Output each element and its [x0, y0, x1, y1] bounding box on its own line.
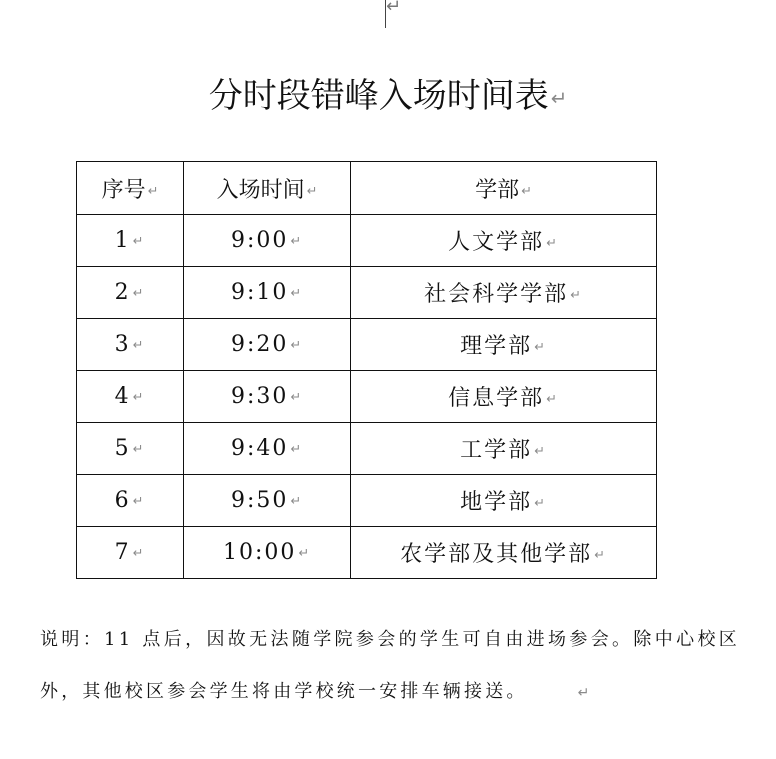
- table-header-row: [77, 162, 657, 215]
- paragraph-mark-icon: ↵: [132, 390, 146, 406]
- cell-department: 人文学部 ↵: [351, 215, 657, 267]
- cell-time: 9:50 ↵: [184, 475, 351, 527]
- cell-time: 9:20 ↵: [184, 319, 351, 371]
- paragraph-mark-icon: ↵: [132, 338, 146, 354]
- cell-department: 地学部 ↵: [351, 475, 657, 527]
- paragraph-mark-icon: ↵: [570, 288, 583, 304]
- header-department: 学部 ↵: [351, 162, 657, 215]
- paragraph-mark-icon: ↵: [290, 338, 304, 354]
- cell-department: 信息学部 ↵: [351, 371, 657, 423]
- paragraph-mark-icon: ↵: [290, 234, 304, 250]
- table-row: [77, 267, 657, 319]
- paragraph-mark-icon: ↵: [132, 546, 146, 562]
- paragraph-mark-icon: ↵: [132, 286, 146, 302]
- table-row: [77, 371, 657, 423]
- paragraph-mark-icon: ↵: [546, 236, 559, 252]
- paragraph-mark-icon: ↵: [546, 392, 559, 408]
- paragraph-mark-icon: ↵: [306, 183, 318, 199]
- paragraph-mark-icon: ↵: [132, 494, 146, 510]
- cell-index: 5 ↵: [77, 423, 184, 475]
- paragraph-mark-icon: ↵: [132, 442, 146, 458]
- table-row: [77, 319, 657, 371]
- cell-index: 1 ↵: [77, 215, 184, 267]
- cell-index: 7 ↵: [77, 527, 184, 579]
- paragraph-mark-icon: ↵: [534, 340, 547, 356]
- header-index: 序号 ↵: [77, 162, 184, 215]
- paragraph-mark-icon: ↵: [147, 183, 159, 199]
- paragraph-mark-icon: ↵: [290, 390, 304, 406]
- cell-department: 理学部 ↵: [351, 319, 657, 371]
- paragraph-mark-icon: ↵: [386, 0, 402, 17]
- cell-time: 9:40 ↵: [184, 423, 351, 475]
- paragraph-mark-icon: ↵: [521, 183, 532, 199]
- cell-time: 9:30 ↵: [184, 371, 351, 423]
- cell-department: 工学部 ↵: [351, 423, 657, 475]
- paragraph-mark-icon: ↵: [550, 86, 568, 110]
- table-row: [77, 475, 657, 527]
- note-text: 说明：11 点后，因故无法随学院参会的学生可自由进场参会。除中心校区外，其他校区参会学生将由学校统一安排车辆接送。: [40, 629, 740, 702]
- paragraph-mark-icon: ↵: [290, 286, 304, 302]
- cell-department: 农学部及其他学部 ↵: [351, 527, 657, 579]
- cell-index: 6 ↵: [77, 475, 184, 527]
- table-row: [77, 215, 657, 267]
- cell-time: 9:00 ↵: [184, 215, 351, 267]
- cell-department: 社会科学学部 ↵: [351, 267, 657, 319]
- note-paragraph: [40, 614, 740, 719]
- cell-index: 3 ↵: [77, 319, 184, 371]
- cell-index: 2 ↵: [77, 267, 184, 319]
- paragraph-mark-icon: ↵: [534, 444, 547, 460]
- paragraph-mark-icon: ↵: [290, 442, 304, 458]
- paragraph-mark-icon: ↵: [534, 496, 547, 512]
- paragraph-mark-icon: ↵: [577, 685, 593, 701]
- cell-index: 4 ↵: [77, 371, 184, 423]
- schedule-table: [76, 161, 657, 579]
- table-row: [77, 527, 657, 579]
- paragraph-mark-icon: ↵: [290, 494, 304, 510]
- paragraph-mark-icon: ↵: [594, 548, 607, 564]
- document-title: [0, 70, 776, 125]
- cell-time: 10:00 ↵: [184, 527, 351, 579]
- document-title-text: 分时段错峰入场时间表: [208, 76, 549, 116]
- paragraph-mark-icon: ↵: [298, 546, 312, 562]
- cell-time: 9:10 ↵: [184, 267, 351, 319]
- header-time: 入场时间 ↵: [184, 162, 351, 215]
- table-row: [77, 423, 657, 475]
- paragraph-mark-icon: ↵: [132, 234, 146, 250]
